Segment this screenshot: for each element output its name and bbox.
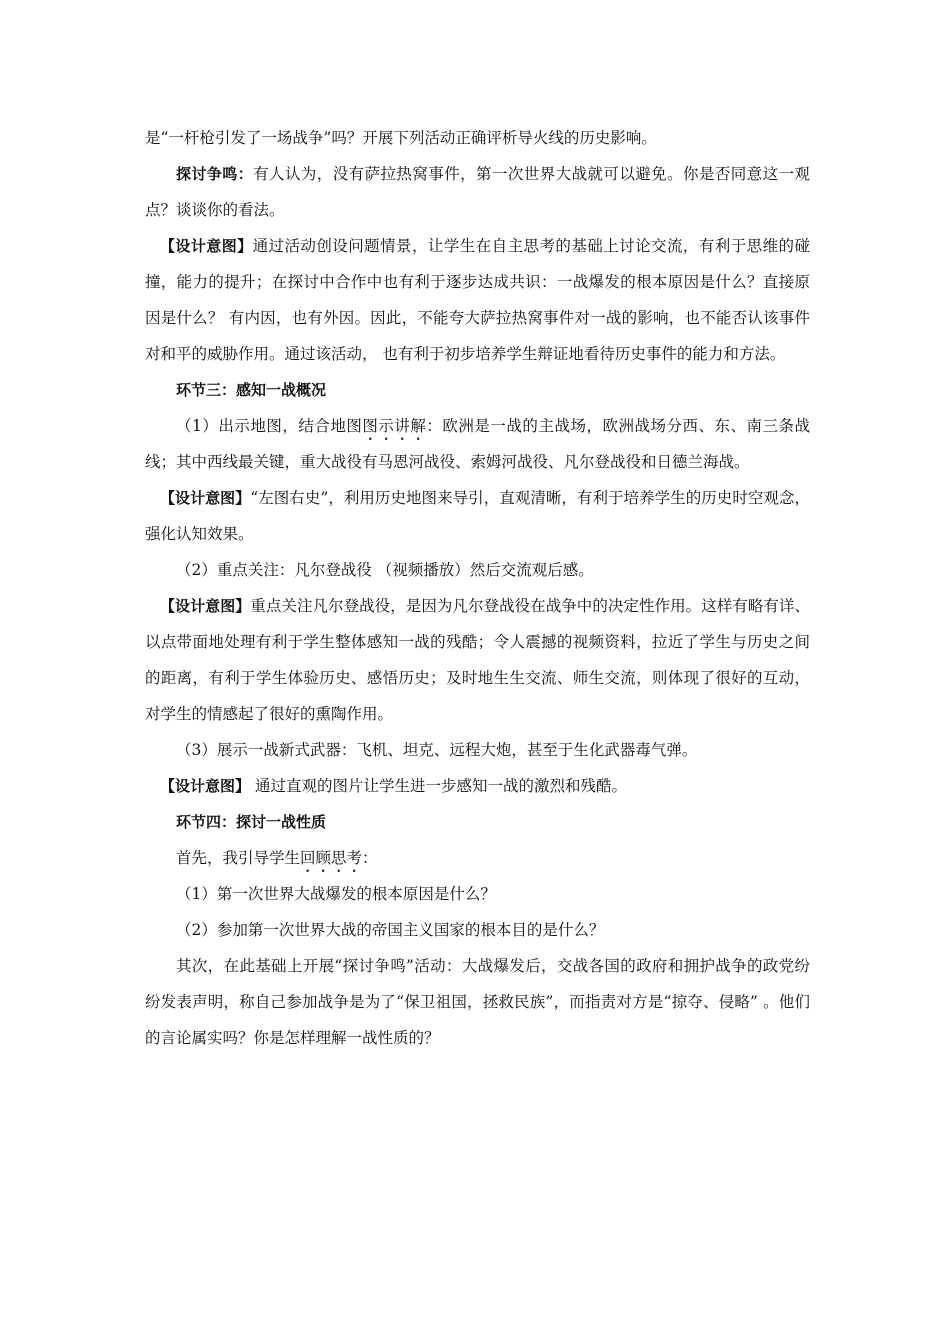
paragraph-design-intent-2 [145, 480, 810, 552]
map-text-emphasis: 图示讲解 [362, 417, 427, 435]
review-text-a: 首先，我引导学生 [176, 849, 301, 867]
design-intent-label: 【设计意图】 [160, 597, 251, 615]
paragraph-1-text: 是“一杆枪引发了一场战争”吗？开展下列活动正确评析导火线的历史影响。 [145, 129, 657, 147]
section-heading-4: 环节四：探讨一战性质 [176, 813, 327, 831]
paragraph-review [145, 840, 810, 876]
design-intent-text: 重点关注凡尔登战役，是因为凡尔登战役在战争中的决定性作用。这样有略有详、以点带面地处理有利于学生整体感知一战的残酷；令人震撼的视频资料，拉近了学生与历史之间的距离，有利于学生体验历史、感悟历史；及时地生生交流、师生交流，则体现了很好的互动，对学生的情感起了很好的熏陶作用。 [145, 597, 810, 723]
document-page [145, 120, 810, 1056]
design-intent-text: “左图右史”，利用历史地图来导引，直观清晰，有利于培养学生的历史时空观念，强化认知效果。 [145, 489, 810, 543]
question-1-text: （1）第一次世界大战爆发的根本原因是什么？ [176, 885, 496, 903]
design-intent-label: 【设计意图】 [160, 489, 251, 507]
section-heading-3: 环节三：感知一战概况 [176, 381, 327, 399]
paragraph-design-intent-4 [145, 768, 810, 804]
design-intent-label: 【设计意图】 [160, 777, 251, 795]
paragraph-design-intent-1 [145, 228, 810, 372]
paragraph-map [145, 408, 810, 480]
paragraph-verdun [145, 552, 810, 588]
paragraph-second [145, 948, 810, 1056]
review-text-emphasis: 回顾思考 [300, 849, 363, 867]
discussion-text: 有人认为，没有萨拉热窝事件，第一次世界大战就可以避免。你是否同意这一观点？谈谈你的看法。 [145, 165, 810, 219]
weapons-text: （3）展示一战新式武器：飞机、坦克、远程大炮，甚至于生化武器毒气弹。 [176, 741, 698, 759]
verdun-text: （2）重点关注：凡尔登战役 （视频播放）然后交流观后感。 [176, 561, 594, 579]
design-intent-label: 【设计意图】 [160, 237, 253, 255]
paragraph-discussion [145, 156, 810, 228]
second-text: 其次，在此基础上开展“探讨争鸣”活动：大战爆发后，交战各国的政府和拥护战争的政党纷纷发表声明，称自己参加战争是为了“保卫祖国，拯救民族”，而指责对方是“掠夺、侵略” 。他们的言论属实吗？你是怎样理解一战性质的？ [145, 957, 810, 1047]
question-2-text: （2）参加第一次世界大战的帝国主义国家的根本目的是什么？ [176, 921, 605, 939]
map-text-a: （1）出示地图，结合地图 [176, 417, 363, 435]
discussion-label: 探讨争鸣： [176, 165, 254, 183]
paragraph-weapons [145, 732, 810, 768]
paragraph-design-intent-3 [145, 588, 810, 732]
question-2 [145, 912, 810, 948]
question-1 [145, 876, 810, 912]
design-intent-text: 通过直观的图片让学生进一步感知一战的激烈和残酷。 [250, 777, 627, 795]
map-text-b: ：欧洲是一战的主战场，欧洲战场分西、东、南三条战线；其中西线最关键，重大战役有马恩河战役、索姆河战役、凡尔登战役和日德兰海战。 [145, 417, 810, 471]
review-text-b: ： [362, 849, 378, 867]
design-intent-text: 通过活动创设问题情景，让学生在自主思考的基础上讨论交流，有利于思维的碰撞，能力的提升；在探讨中合作中也有利于逐步达成共识：一战爆发的根本原因是什么？直接原因是什么？ 有内因，也有外因。因此，不能夸大萨拉热窝事件对一战的影响，也不能否认该事件对和平的威胁作用。通过该活动， 也有利于初步培养学生辩证地看待历史事件的能力和方法。 [145, 237, 810, 363]
paragraph-1 [145, 120, 810, 156]
